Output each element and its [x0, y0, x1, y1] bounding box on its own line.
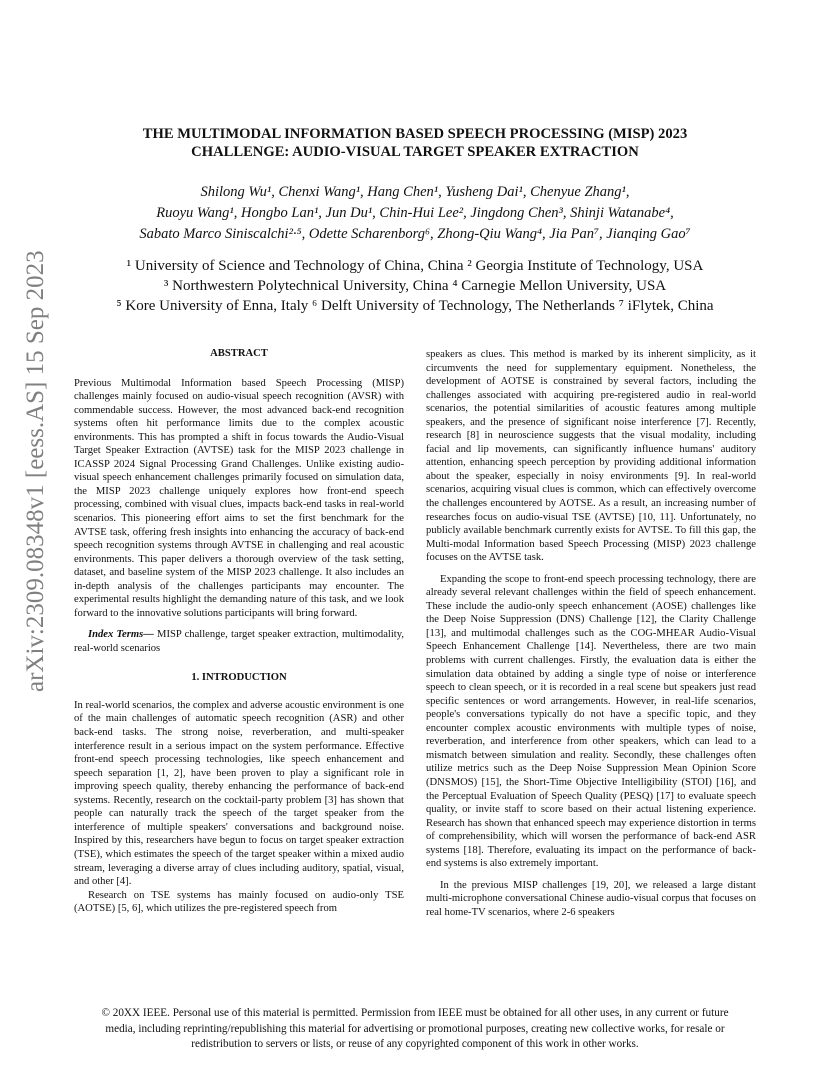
title-line-1: THE MULTIMODAL INFORMATION BASED SPEECH PROCESSING (MISP) 2023: [142, 126, 688, 142]
introduction-paragraph-2-start: Research on TSE systems has mainly focused on audio-only TSE (AOTSE) [5, 6], which utilizes the pre-registered speech from: [74, 889, 404, 915]
introduction-paragraph-4: In the previous MISP challenges [19, 20], we released a large distant multi-microphone conversational Chinese audio-visual corpus that focuses on real home-TV scenarios, where 2-6 speakers: [426, 879, 756, 918]
affiliation-list: [70, 256, 760, 316]
copyright-footer: [74, 1006, 756, 1053]
introduction-paragraph-2-continued: speakers as clues. This method is marked by its inherent simplicity, as it circumvents the need for supplementary equipment. Nonetheless, the development of AOTSE is constrained by several factors, including the challenges associated with acquiring pre-registered audio in real-world scenarios, the potential similarities of acoustic features among multiple speakers, and the presence of significant noise interference [7]. Recently, research [8] in neuroscience suggests that the visual modality, including facial and lip movements, can significantly influence humans' auditory attention, enhancing speech perception by providing additional information about the speaker, especially in noisy environments [9]. In real-world scenarios, acquiring visual clues is common, which can effectively overcome the challenges encountered by AOTSE. As a result, an increasing number of researches focus on audio-visual TSE (AVTSE) [10, 11]. Unfortunately, no publicly available benchmark currently exists for AVTSE. To fill this gap, the Multi-modal Information based Speech Processing (MISP) 2023 challenge focuses on the AVTSE task.: [426, 349, 756, 564]
affiliation-line-1: ¹ University of Science and Technology of China, China ² Georgia Institute of Technology, USA: [126, 258, 704, 274]
arxiv-identifier-stamp: arXiv:2309.08348v1 [eess.AS] 15 Sep 2023: [22, 250, 49, 692]
footer-line-2: media, including reprinting/republishing this material for advertising or promotional purposes, creating new collective works, for resale or: [105, 1022, 725, 1035]
affiliation-line-3: ⁵ Kore University of Enna, Italy ⁶ Delft University of Technology, The Netherlands ⁷ iFlytek, China: [116, 298, 714, 314]
index-terms-text: MISP challenge, target speaker extraction, multimodality, real-world scenarios: [74, 629, 404, 654]
index-terms-label: Index Terms—: [88, 629, 154, 641]
affiliation-line-2: ³ Northwestern Polytechnical University, China ⁴ Carnegie Mellon University, USA: [163, 278, 667, 294]
introduction-heading: 1. INTRODUCTION: [191, 672, 287, 684]
author-list: [90, 182, 740, 245]
introduction-paragraph-3: Expanding the scope to front-end speech processing technology, there are already several relevant challenges within the field of speech enhancement. These include the audio-only speech enhancement (AOSE) challenges like the Deep Noise Suppression (DNS) Challenge [12], the Clarity Challenge [13], and multimodal challenges such as the COG-MHEAR Audio-Visual Speech Enhancement Challenge [14]. Nevertheless, there are two main problems with current challenges. Firstly, the evaluation data is either the simulation data obtained by adding a single type of noise or interference speech to clean speech, or it is recorded in a real scene but speakers just read specific sentences or word arrangements. However, in real-life scenarios, people's conversations typically do not have a specific topic, and they encounter complex acoustic environments with multiple types of noise, reverberation, and interference from other speakers, which can lead to a mismatch between simulation and reality. Secondly, these challenges often utilize metrics such as the Deep Noise Suppression Mean Opinion Score (DNSMOS) [15], the Short-Time Objective Intelligibility (STOI) [16], and the Perceptual Evaluation of Speech Quality (PESQ) [17] to evaluate speech quality, or invite staff to score based on their actual listening experience. Research has shown that enhanced speech may experience distortion in terms of comprehensibility, which will worsen the performance of back-end ASR systems [18]. Therefore, evaluating its impact on the performance of back-end systems is also extremely important.: [426, 573, 756, 870]
right-column: [426, 348, 756, 919]
authors-line-2: Ruoyu Wang¹, Hongbo Lan¹, Jun Du¹, Chin-Hui Lee², Jingdong Chen³, Shinji Watanabe⁴,: [156, 205, 674, 221]
abstract-body: Previous Multimodal Information based Speech Processing (MISP) challenges mainly focused on audio-visual speech recognition (AVSR) with commendable success. However, the most advanced back-end recognition systems often hit performance limits due to the complex acoustic environments. This has prompted a shift in focus towards the Audio-Visual Target Speaker Extraction (AVTSE) task for the MISP 2023 challenge in ICASSP 2024 Signal Processing Grand Challenges. Unlike existing audio-visual speech enhancement challenges primarily focused on simulation data, the MISP 2023 challenge uniquely explores how front-end speech processing, combined with visual clues, impacts back-end tasks in real-world scenarios. This pioneering effort aims to set the first benchmark for the AVTSE task, offering fresh insights into enhancing the accuracy of back-end speech recognition systems through AVTSE in challenging and real acoustic environments. This paper delivers a thorough overview of the task setting, dataset, and baseline system of the MISP 2023 challenge. It also includes an in-depth analysis of the challenges participants may encounter. The experimental results highlight the demanding nature of this task, and we look forward to the innovative solutions participants will bring forward.: [74, 377, 404, 619]
title-line-2: CHALLENGE: AUDIO-VISUAL TARGET SPEAKER EXTRACTION: [191, 144, 639, 160]
introduction-paragraph-1: In real-world scenarios, the complex and adverse acoustic environment is one of the main challenges of automatic speech recognition (ASR) and other back-end tasks. The strong noise, reverberation, and multi-speaker interference result in a serious impact on the system performance. Effective front-end speech processing technologies, like speech enhancement and speech separation [1, 2], have been proven to play a significant role in improving speech quality, thereby enhancing the performance of back-end systems. Recently, research on the cocktail-party problem [3] has shown that people can naturally track the speech of the target speaker from the interference of multiple speakers' conversations and background noise. Inspired by this, researchers have begun to focus on target speaker extraction (TSE), which estimates the speech of the target speaker within a mixed audio stream, leveraging a diverse array of clues including auditory, spatial, visual, and other [4].: [74, 699, 404, 888]
abstract-heading: ABSTRACT: [210, 348, 268, 359]
authors-line-3: Sabato Marco Siniscalchi²·⁵, Odette Scharenborg⁶, Zhong-Qiu Wang⁴, Jia Pan⁷, Jianqing Gao⁷: [139, 226, 691, 242]
index-terms: [74, 628, 404, 655]
left-column: [74, 347, 404, 916]
footer-line-3: redistribution to servers or lists, or reuse of any copyrighted component of this work in other works.: [191, 1038, 639, 1050]
paper-title: [90, 125, 740, 161]
footer-line-1: © 20XX IEEE. Personal use of this material is permitted. Permission from IEEE must be obtained for all other uses, in any current or future: [101, 1007, 729, 1019]
authors-line-1: Shilong Wu¹, Chenxi Wang¹, Hang Chen¹, Yusheng Dai¹, Chenyue Zhang¹,: [200, 184, 630, 200]
